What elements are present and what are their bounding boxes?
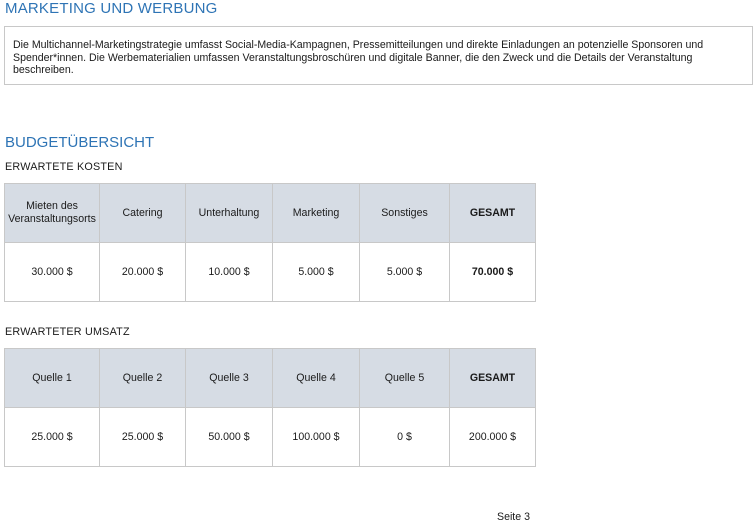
table-header-cell: Quelle 2 (100, 349, 186, 408)
table-row (5, 243, 536, 302)
table-header-cell: Quelle 3 (186, 349, 273, 408)
table-cell-total: 70.000 $ (450, 243, 536, 302)
table-cell: 100.000 $ (273, 408, 360, 467)
table-cell: 25.000 $ (5, 408, 100, 467)
table-cell: 0 $ (360, 408, 450, 467)
table-header-row (5, 184, 536, 243)
expected-costs-heading: ERWARTETE KOSTEN (5, 161, 123, 173)
table-cell: 5.000 $ (273, 243, 360, 302)
table-header-cell: Unterhaltung (186, 184, 273, 243)
table-header-cell: Mieten des Veranstaltungsorts (5, 184, 100, 243)
marketing-heading: MARKETING UND WERBUNG (5, 0, 218, 17)
table-header-cell: Quelle 4 (273, 349, 360, 408)
table-header-cell: Quelle 5 (360, 349, 450, 408)
budget-heading: BUDGETÜBERSICHT (5, 134, 155, 151)
table-cell-total: 200.000 $ (450, 408, 536, 467)
table-header-cell: Quelle 1 (5, 349, 100, 408)
table-cell: 30.000 $ (5, 243, 100, 302)
table-header-cell: Sonstiges (360, 184, 450, 243)
expected-revenue-heading: ERWARTETER UMSATZ (5, 326, 130, 338)
table-cell: 20.000 $ (100, 243, 186, 302)
table-row (5, 408, 536, 467)
table-header-row (5, 349, 536, 408)
expected-revenue-table (4, 348, 536, 467)
table-cell: 50.000 $ (186, 408, 273, 467)
table-cell: 10.000 $ (186, 243, 273, 302)
table-cell: 5.000 $ (360, 243, 450, 302)
table-cell: 25.000 $ (100, 408, 186, 467)
expected-costs-table (4, 183, 536, 302)
table-header-cell: Marketing (273, 184, 360, 243)
table-header-cell: Catering (100, 184, 186, 243)
table-header-total: GESAMT (450, 184, 536, 243)
table-header-total: GESAMT (450, 349, 536, 408)
marketing-description: Die Multichannel-Marketingstrategie umfasst Social-Media-Kampagnen, Pressemitteilungen und direkte Einladungen an potenzielle Sponsoren und Spender*innen. Die Werbematerialien umfassen Veranstaltungsbroschüren und digitale Banner, die den Zweck und die Details der Veranstaltung beschreiben. (4, 26, 753, 85)
page-number: Seite 3 (497, 511, 530, 523)
